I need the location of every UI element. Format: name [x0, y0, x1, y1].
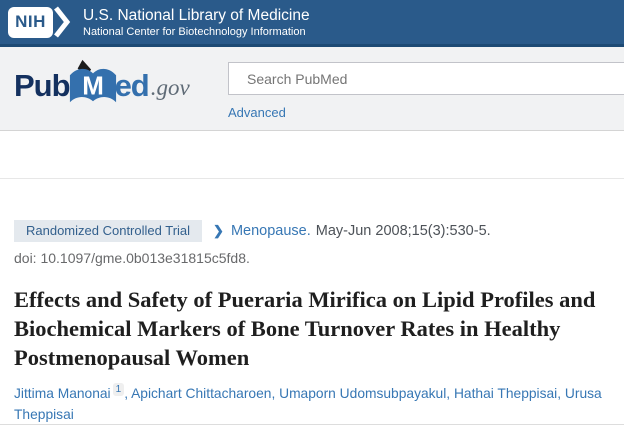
doi-text: doi: 10.1097/gme.0b013e31815c5fd8. [14, 250, 250, 266]
nih-logo-icon: NIH [8, 7, 53, 38]
advanced-search-link[interactable]: Advanced [228, 105, 286, 120]
affiliation-superscript[interactable]: 1 [113, 383, 125, 396]
article-content [0, 220, 624, 425]
open-book-icon [68, 59, 118, 107]
org-title[interactable]: U.S. National Library of Medicine [83, 6, 310, 24]
nih-chevron-icon [54, 5, 71, 39]
svg-text:M: M [81, 70, 104, 101]
sub-nav-strip [0, 131, 624, 179]
search-band [0, 47, 624, 131]
author-link-first[interactable]: Jittima Manonai [14, 386, 111, 401]
chevron-right-icon: ❯ [213, 223, 224, 238]
authors-list [14, 383, 610, 425]
pubmed-logo[interactable] [14, 65, 190, 107]
publication-type-badge: Randomized Controlled Trial [14, 220, 202, 242]
nih-header-titles [83, 6, 310, 39]
org-subtitle[interactable]: National Center for Biotechnology Information [83, 25, 306, 38]
author-links-others[interactable]: , Apichart Chittacharoen, Umaporn Udomsubpayakul, Hathai Theppisai, Urusa Theppisai [14, 386, 602, 422]
citation-text: May-Jun 2008;15(3):530-5. [315, 223, 491, 239]
pubmed-logo-gov-text: .gov [150, 75, 190, 100]
journal-link[interactable]: Menopause. [230, 223, 311, 239]
search-input[interactable] [228, 62, 624, 95]
nih-header [0, 0, 624, 47]
article-meta-row [14, 220, 610, 242]
nih-home-link[interactable] [8, 5, 71, 39]
article-title: Effects and Safety of Pueraria Mirifica on Lipid Profiles and Biochemical Markers of Bone Turnover Rates in Healthy Postmenopausal Women [14, 287, 596, 370]
section-divider [0, 424, 624, 425]
pubmed-logo-ed-text: ed [114, 68, 149, 103]
pubmed-logo-pub-text: Pub [14, 68, 70, 103]
